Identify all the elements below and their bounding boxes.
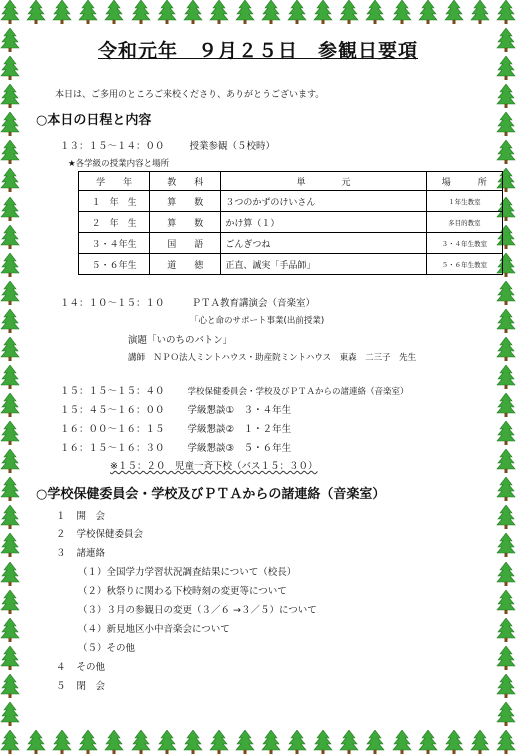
tree-icon bbox=[496, 112, 516, 136]
tree-icon bbox=[365, 0, 385, 24]
slot-text: 学校保健委員会・学校及びＰＴＡからの諸連絡（音楽室） bbox=[187, 387, 409, 397]
agenda-item bbox=[56, 526, 143, 540]
tree-icon bbox=[313, 730, 333, 754]
tree-icon bbox=[496, 56, 516, 80]
schedule-slot-4 bbox=[60, 402, 291, 416]
tree-icon bbox=[496, 309, 516, 333]
tree-icon bbox=[496, 562, 516, 586]
lecture-speaker: 講師 ＮＰＯ法人ミントハウス・助産院ミントハウス 東森 二三子 先生 bbox=[128, 353, 417, 363]
slot-text: ＰＴＡ教育講演会（音楽室） bbox=[191, 298, 316, 309]
tree-icon bbox=[496, 84, 516, 108]
document-page bbox=[30, 30, 486, 724]
tree-icon bbox=[339, 0, 359, 24]
tree-icon bbox=[496, 477, 516, 501]
agenda-text: その他 bbox=[76, 662, 106, 673]
cell-grade: ２ 年 生 bbox=[79, 212, 150, 233]
cell-place: 多目的教室 bbox=[426, 212, 502, 233]
tree-icon bbox=[0, 505, 20, 529]
tree-icon bbox=[261, 730, 281, 754]
tree-icon bbox=[0, 168, 20, 192]
tree-icon bbox=[496, 421, 516, 445]
slot-time: １４：１０～１５：１０ bbox=[60, 298, 165, 309]
tree-icon bbox=[0, 140, 20, 164]
cell-subject: 算 数 bbox=[150, 191, 221, 212]
agenda-item bbox=[56, 678, 105, 692]
tree-icon bbox=[496, 449, 516, 473]
agenda-subitem: （２）秋祭りに関わる下校時刻の変更等について bbox=[78, 586, 287, 597]
tree-icon bbox=[0, 56, 20, 80]
agenda-num: ２ bbox=[56, 529, 66, 540]
table-row bbox=[79, 233, 503, 254]
tree-icon bbox=[104, 730, 124, 754]
slot-text: 学級懇談③ ５・６年生 bbox=[187, 443, 292, 454]
agenda-num: １ bbox=[56, 511, 66, 522]
tree-icon bbox=[287, 730, 307, 754]
tree-icon bbox=[26, 730, 46, 754]
tree-icon bbox=[444, 730, 464, 754]
class-schedule-table bbox=[78, 171, 503, 275]
schedule-slot-2 bbox=[60, 295, 315, 309]
tree-icon bbox=[0, 421, 20, 445]
table-row bbox=[79, 212, 503, 233]
cell-grade: １ 年 生 bbox=[79, 191, 150, 212]
cell-unit: 正直、誠実「手品師」 bbox=[221, 254, 426, 275]
tree-icon bbox=[0, 702, 20, 726]
tree-icon bbox=[496, 281, 516, 305]
slot-time: １６：００～１６：１５ bbox=[60, 424, 165, 435]
tree-icon bbox=[0, 225, 20, 249]
greeting-text: 本日は、ご多用のところご来校くださり、ありがとうございます。 bbox=[55, 90, 325, 100]
tree-icon bbox=[131, 0, 151, 24]
cell-subject: 国 語 bbox=[150, 233, 221, 254]
tree-icon bbox=[157, 730, 177, 754]
agenda-subitem: （１）全国学力学習状況調査結果について（校長） bbox=[78, 567, 297, 578]
tree-icon bbox=[0, 449, 20, 473]
agenda-num: ５ bbox=[56, 681, 66, 692]
agenda-text: 閉 会 bbox=[76, 681, 106, 692]
page-title: 令和元年 ９月２５日 参観日要項 bbox=[97, 40, 418, 62]
cell-unit: かけ算（１） bbox=[221, 212, 426, 233]
tree-icon bbox=[0, 197, 20, 221]
tree-icon bbox=[0, 618, 20, 642]
schedule-slot-3 bbox=[60, 383, 409, 397]
cell-grade: ３・４年生 bbox=[79, 233, 150, 254]
tree-icon bbox=[0, 477, 20, 501]
agenda-item bbox=[56, 659, 105, 673]
tree-icon bbox=[365, 730, 385, 754]
tree-icon bbox=[0, 533, 20, 557]
dismissal-note: ※１５：２０ 児童一斉下校（バス１５：３０） bbox=[110, 461, 318, 472]
agenda-num: ３ bbox=[56, 548, 66, 559]
header-grade: 学 年 bbox=[79, 172, 150, 191]
tree-icon bbox=[157, 0, 177, 24]
tree-icon bbox=[496, 702, 516, 726]
lecture-title: 演題「いのちのバトン」 bbox=[128, 335, 233, 346]
agenda-text: 開 会 bbox=[76, 511, 106, 522]
tree-icon bbox=[0, 393, 20, 417]
table-header-row bbox=[79, 172, 503, 191]
slot-time: １５：１５～１５：４０ bbox=[60, 386, 165, 397]
agenda-subitem: （５）その他 bbox=[78, 643, 136, 654]
tree-icon bbox=[0, 590, 20, 614]
tree-icon bbox=[0, 730, 20, 754]
table-caption: ★各学級の授業内容と場所 bbox=[68, 159, 170, 169]
tree-icon bbox=[0, 281, 20, 305]
slot-time: １６：１５～１６：３０ bbox=[60, 443, 165, 454]
tree-icon bbox=[26, 0, 46, 24]
tree-icon bbox=[235, 0, 255, 24]
table-row bbox=[79, 191, 503, 212]
agenda-subitem: （３）３月の参観日の変更（３／６ →３／５）について bbox=[78, 605, 317, 616]
tree-icon bbox=[131, 730, 151, 754]
header-subject: 教 科 bbox=[150, 172, 221, 191]
tree-icon bbox=[418, 730, 438, 754]
slot-text: 学級懇談② １・２年生 bbox=[187, 424, 292, 435]
tree-icon bbox=[496, 28, 516, 52]
tree-icon bbox=[0, 112, 20, 136]
tree-icon bbox=[496, 674, 516, 698]
tree-icon bbox=[496, 140, 516, 164]
cell-place: ５・６年生教室 bbox=[426, 254, 502, 275]
cell-unit: ごんぎつね bbox=[221, 233, 426, 254]
agenda-text: 学校保健委員会 bbox=[76, 529, 144, 540]
tree-icon bbox=[78, 730, 98, 754]
lecture-program: 「心と命のサポート事業(出前授業) bbox=[190, 316, 325, 326]
header-unit: 単 元 bbox=[221, 172, 426, 191]
tree-icon bbox=[0, 562, 20, 586]
agenda-subitem: （４）新見地区小中音楽会について bbox=[78, 624, 230, 635]
tree-icon bbox=[392, 0, 412, 24]
tree-icon bbox=[496, 365, 516, 389]
table-row bbox=[79, 254, 503, 275]
tree-icon bbox=[392, 730, 412, 754]
tree-icon bbox=[0, 674, 20, 698]
tree-icon bbox=[287, 0, 307, 24]
tree-icon bbox=[52, 0, 72, 24]
cell-place: １年生教室 bbox=[426, 191, 502, 212]
tree-icon bbox=[496, 618, 516, 642]
tree-icon bbox=[261, 0, 281, 24]
cell-subject: 道 徳 bbox=[150, 254, 221, 275]
cell-place: ３・４年生教室 bbox=[426, 233, 502, 254]
cell-unit: ３つのかずのけいさん bbox=[221, 191, 426, 212]
tree-icon bbox=[496, 646, 516, 670]
tree-icon bbox=[235, 730, 255, 754]
tree-icon bbox=[496, 590, 516, 614]
tree-icon bbox=[0, 84, 20, 108]
schedule-slot-6 bbox=[60, 440, 291, 454]
section-heading-liaison: ○学校保健委員会・学校及びＰＴＡからの諸連絡（音楽室） bbox=[36, 487, 386, 502]
tree-icon bbox=[78, 0, 98, 24]
cell-grade: ５・６年生 bbox=[79, 254, 150, 275]
agenda-text: 諸連絡 bbox=[76, 548, 106, 559]
tree-icon bbox=[104, 0, 124, 24]
tree-icon bbox=[209, 0, 229, 24]
slot-time: １５：４５～１６：００ bbox=[60, 405, 165, 416]
tree-icon bbox=[313, 0, 333, 24]
slot-text: 学級懇談① ３・４年生 bbox=[187, 405, 292, 416]
tree-icon bbox=[496, 730, 516, 754]
tree-icon bbox=[52, 730, 72, 754]
tree-icon bbox=[418, 0, 438, 24]
tree-icon bbox=[339, 730, 359, 754]
schedule-slot-1 bbox=[60, 138, 275, 152]
tree-icon bbox=[496, 0, 516, 24]
agenda-item bbox=[56, 545, 105, 559]
tree-icon bbox=[0, 337, 20, 361]
tree-icon bbox=[0, 365, 20, 389]
tree-icon bbox=[496, 533, 516, 557]
tree-icon bbox=[0, 253, 20, 277]
header-place: 場 所 bbox=[426, 172, 502, 191]
tree-icon bbox=[209, 730, 229, 754]
agenda-item bbox=[56, 508, 105, 522]
tree-icon bbox=[0, 28, 20, 52]
tree-icon bbox=[0, 646, 20, 670]
slot-text: 授業参観（５校時） bbox=[189, 141, 276, 152]
tree-icon bbox=[183, 0, 203, 24]
tree-icon bbox=[496, 505, 516, 529]
tree-icon bbox=[496, 337, 516, 361]
tree-icon bbox=[470, 730, 490, 754]
tree-icon bbox=[0, 0, 20, 24]
section-heading-schedule: ○本日の日程と内容 bbox=[36, 113, 152, 128]
tree-icon bbox=[0, 309, 20, 333]
slot-time: １３：１５～１４：００ bbox=[60, 141, 165, 152]
tree-icon bbox=[496, 393, 516, 417]
schedule-slot-5 bbox=[60, 421, 291, 435]
tree-icon bbox=[183, 730, 203, 754]
tree-icon bbox=[444, 0, 464, 24]
agenda-num: ４ bbox=[56, 662, 66, 673]
cell-subject: 算 数 bbox=[150, 212, 221, 233]
tree-icon bbox=[470, 0, 490, 24]
